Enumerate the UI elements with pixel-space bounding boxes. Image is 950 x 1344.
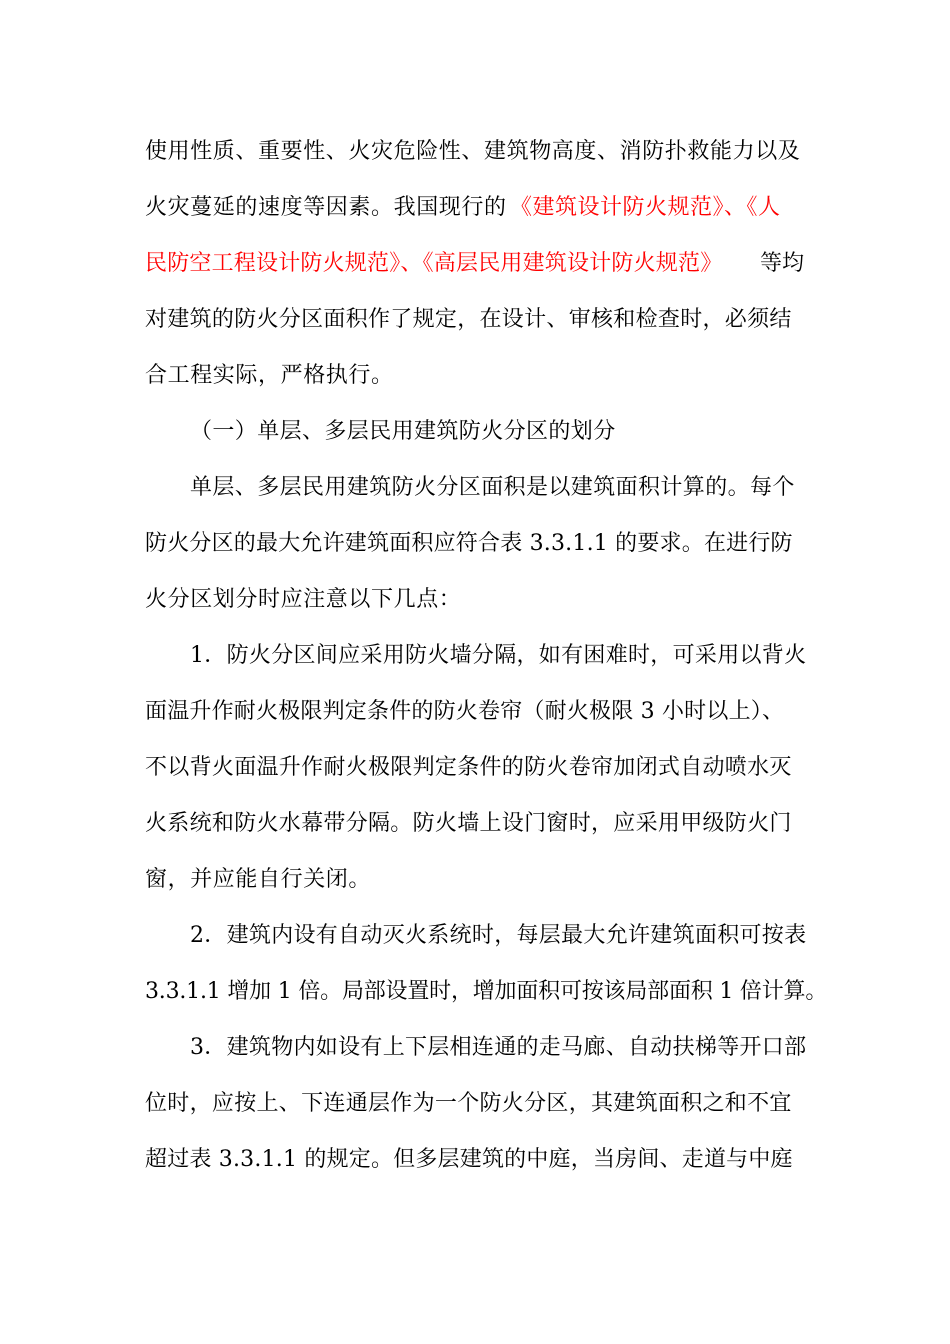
paragraph-line — [0, 468, 950, 508]
body-text: 面温升作耐火极限判定条件的防火卷帘（耐火极限 3 小时以上）、 — [145, 699, 785, 724]
body-text: 1．防火分区间应采用防火墙分隔，如有困难时，可采用以背火 — [190, 643, 807, 668]
list-item-line — [0, 916, 950, 956]
paragraph-line — [0, 524, 950, 564]
list-item-line — [0, 636, 950, 676]
paragraph-line — [0, 804, 950, 844]
regulation-reference: 《建筑设计防火规范》、《人 — [510, 195, 781, 220]
body-text: 单层、多层民用建筑防火分区面积是以建筑面积计算的。每个 — [190, 475, 795, 500]
body-text: 不以背火面温升作耐火极限判定条件的防火卷帘加闭式自动喷水灭 — [145, 755, 792, 780]
paragraph-line — [0, 748, 950, 788]
body-text: 3.3.1.1 增加 1 倍。局部设置时，增加面积可按该局部面积 1 倍计算。 — [145, 979, 828, 1004]
paragraph-line — [0, 356, 950, 396]
body-text: 3．建筑物内如设有上下层相连通的走马廊、自动扶梯等开口部 — [190, 1035, 807, 1060]
paragraph-line — [0, 188, 950, 228]
paragraph-line — [0, 1084, 950, 1124]
section-heading — [0, 412, 950, 452]
paragraph-line — [0, 132, 950, 172]
paragraph-line — [0, 300, 950, 340]
body-text: 火灾蔓延的速度等因素。我国现行的 — [145, 195, 507, 220]
body-text: （一）单层、多层民用建筑防火分区的划分 — [190, 419, 616, 444]
paragraph-line — [0, 972, 950, 1012]
body-text: 火分区划分时应注意以下几点： — [145, 587, 462, 612]
body-text: 窗，并应能自行关闭。 — [145, 867, 372, 892]
regulation-reference: 民防空工程设计防火规范》、《高层民用建筑设计防火规范》 — [145, 251, 723, 276]
body-text: 使用性质、重要性、火灾危险性、建筑物高度、消防扑救能力以及 — [145, 139, 801, 164]
body-text: 火系统和防火水幕带分隔。防火墙上设门窗时，应采用甲级防火门 — [145, 811, 792, 836]
body-text: 防火分区的最大允许建筑面积应符合表 3.3.1.1 的要求。在进行防 — [145, 531, 793, 556]
list-item-line — [0, 1028, 950, 1068]
body-text: 超过表 3.3.1.1 的规定。但多层建筑的中庭，当房间、走道与中庭 — [145, 1147, 793, 1172]
paragraph-line — [0, 580, 950, 620]
body-text: 等均 — [760, 251, 805, 276]
body-text: 2．建筑内设有自动灭火系统时，每层最大允许建筑面积可按表 — [190, 923, 807, 948]
body-text: 对建筑的防火分区面积作了规定，在设计、审核和检查时，必须结 — [145, 307, 792, 332]
paragraph-line — [0, 244, 950, 284]
body-text: 合工程实际，严格执行。 — [145, 363, 394, 388]
body-text: 位时，应按上、下连通层作为一个防火分区，其建筑面积之和不宜 — [145, 1091, 792, 1116]
paragraph-line — [0, 1140, 950, 1180]
paragraph-line — [0, 860, 950, 900]
paragraph-line — [0, 692, 950, 732]
